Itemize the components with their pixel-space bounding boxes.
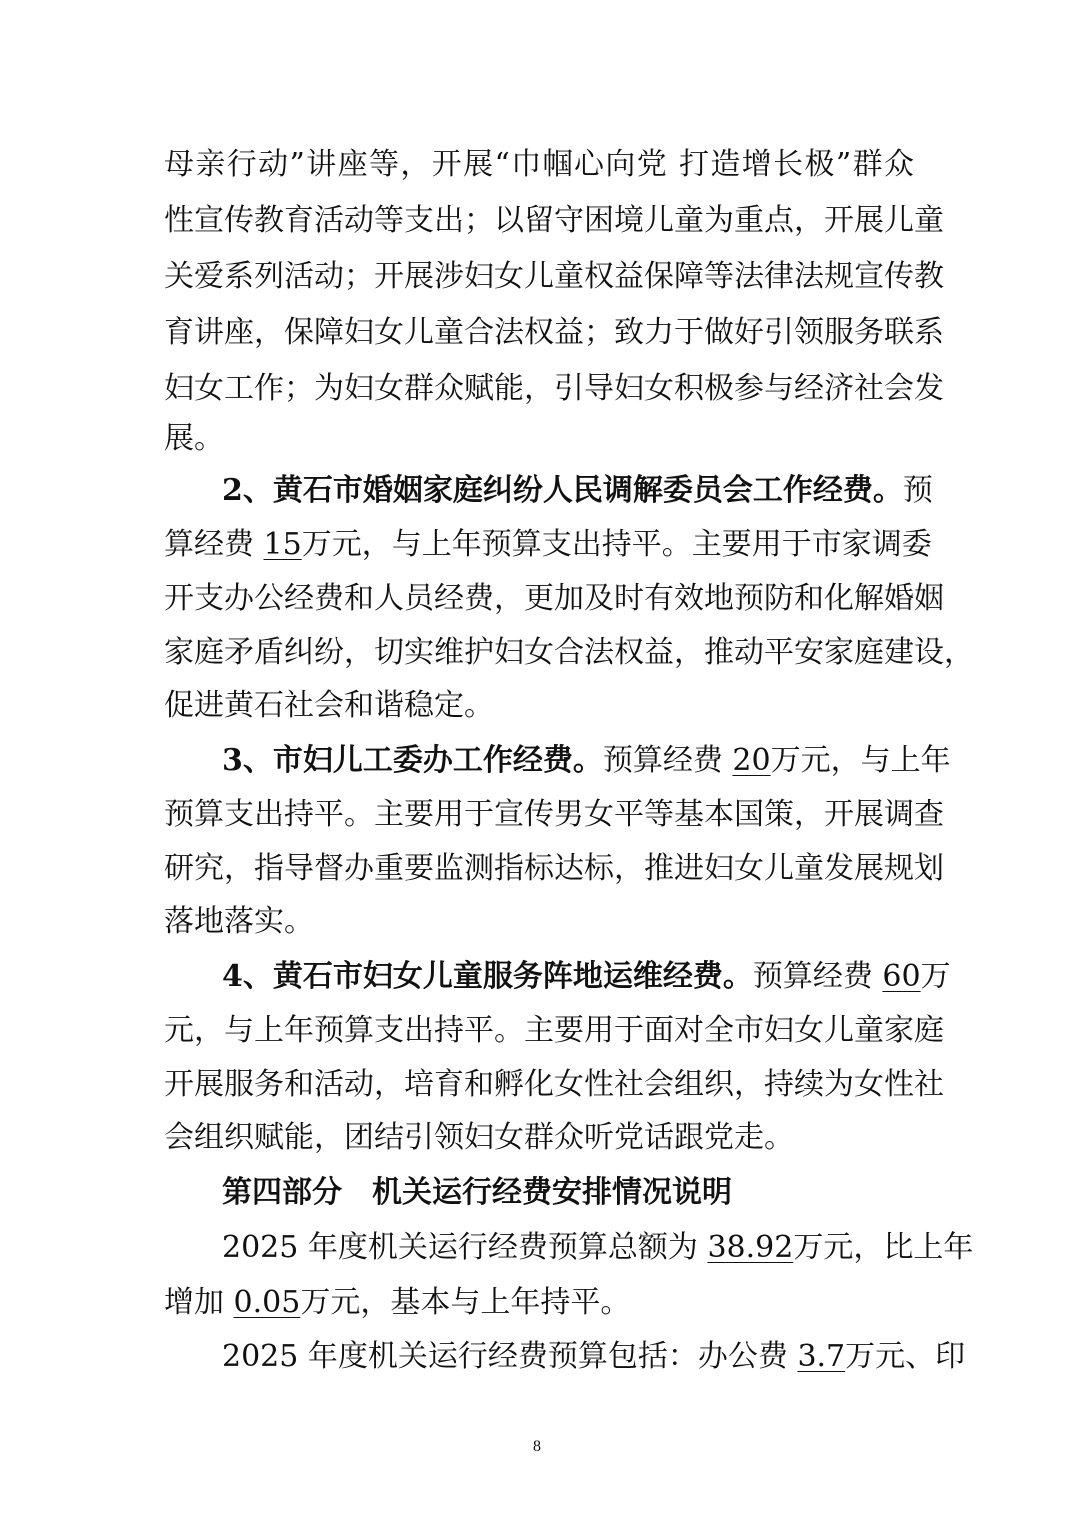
- item-3-line: 预算支出持平。主要用于宣传男女平等基本国策，开展调查: [164, 797, 944, 832]
- section-4-text: 增加: [164, 1285, 224, 1320]
- item-2-first-line: [222, 471, 933, 511]
- item-2-line: [164, 525, 932, 565]
- item-2-title: 2、黄石市婚姻家庭纠纷人民调解委员会工作经费。: [222, 473, 903, 508]
- paragraph-line: 育讲座，保障妇女儿童合法权益；致力于做好引领服务联系: [164, 315, 944, 350]
- item-4-first-line: [222, 957, 951, 997]
- paragraph-line: 性宣传教育活动等支出；以留守困境儿童为重点，开展儿童: [164, 203, 944, 238]
- item-3-first-line: [222, 741, 951, 781]
- item-3-text: 万元，与上年: [770, 743, 951, 778]
- section-4-text: 2025 年度机关运行经费预算总额为: [222, 1230, 698, 1265]
- item-2-amount: 15: [263, 527, 302, 562]
- item-3-line: 落地落实。: [164, 904, 314, 939]
- section-4-text: 万元、印: [845, 1339, 966, 1374]
- operating-budget-increase: 0.05: [233, 1285, 301, 1320]
- item-2-line: 家庭矛盾纠纷，切实维护妇女合法权益，推动平安家庭建设，: [164, 635, 974, 670]
- item-2-text: 算经费: [164, 527, 254, 562]
- item-4-amount: 60: [882, 959, 921, 994]
- item-3-text: 预算经费: [602, 743, 723, 778]
- section-4-text: 万元，基本与上年持平。: [300, 1285, 631, 1320]
- item-4-line: 会组织赋能，团结引领妇女群众听党话跟党走。: [164, 1120, 794, 1155]
- item-4-text: 万: [920, 959, 951, 994]
- section-4-text: 万元，比上年: [793, 1230, 974, 1265]
- item-2-line: 开支办公经费和人员经费，更加及时有效地预防和化解婚姻: [164, 581, 944, 616]
- paragraph-line: 母亲行动”讲座等，开展“巾帼心向党 打造增长极”群众: [164, 147, 914, 182]
- operating-budget-total: 38.92: [707, 1230, 794, 1265]
- paragraph-line: 关爱系列活动；开展涉妇女儿童权益保障等法律法规宣传教: [164, 259, 944, 294]
- item-3-amount: 20: [732, 743, 771, 778]
- item-4-line: 元，与上年预算支出持平。主要用于面对全市妇女儿童家庭: [164, 1013, 944, 1048]
- paragraph-line: 妇女工作；为妇女群众赋能，引导妇女积极参与经济社会发: [164, 371, 944, 406]
- item-4-line: 开展服务和活动，培育和孵化女性社会组织，持续为女性社: [164, 1067, 944, 1102]
- section-4-text: 2025 年度机关运行经费预算包括：办公费: [222, 1339, 788, 1374]
- section-4-line: [222, 1337, 966, 1377]
- item-3-line: 研究，指导督办重要监测指标达标，推进妇女儿童发展规划: [164, 851, 944, 886]
- page-number: 8: [533, 1438, 541, 1455]
- item-2-tail: 预: [902, 473, 933, 508]
- office-expense-amount: 3.7: [797, 1339, 846, 1374]
- section-4-line: [164, 1283, 914, 1323]
- item-2-line: 促进黄石社会和谐稳定。: [164, 688, 494, 723]
- item-2-text: 万元，与上年预算支出持平。主要用于市家调委: [301, 527, 932, 562]
- paragraph-line: 展。: [164, 421, 224, 456]
- item-4-text: 预算经费: [752, 959, 873, 994]
- section-heading: 第四部分 机关运行经费安排情况说明: [222, 1175, 732, 1210]
- item-3-title: 3、市妇儿工委办工作经费。: [222, 743, 603, 778]
- section-4-line: [222, 1228, 974, 1268]
- item-4-title: 4、黄石市妇女儿童服务阵地运维经费。: [222, 959, 753, 994]
